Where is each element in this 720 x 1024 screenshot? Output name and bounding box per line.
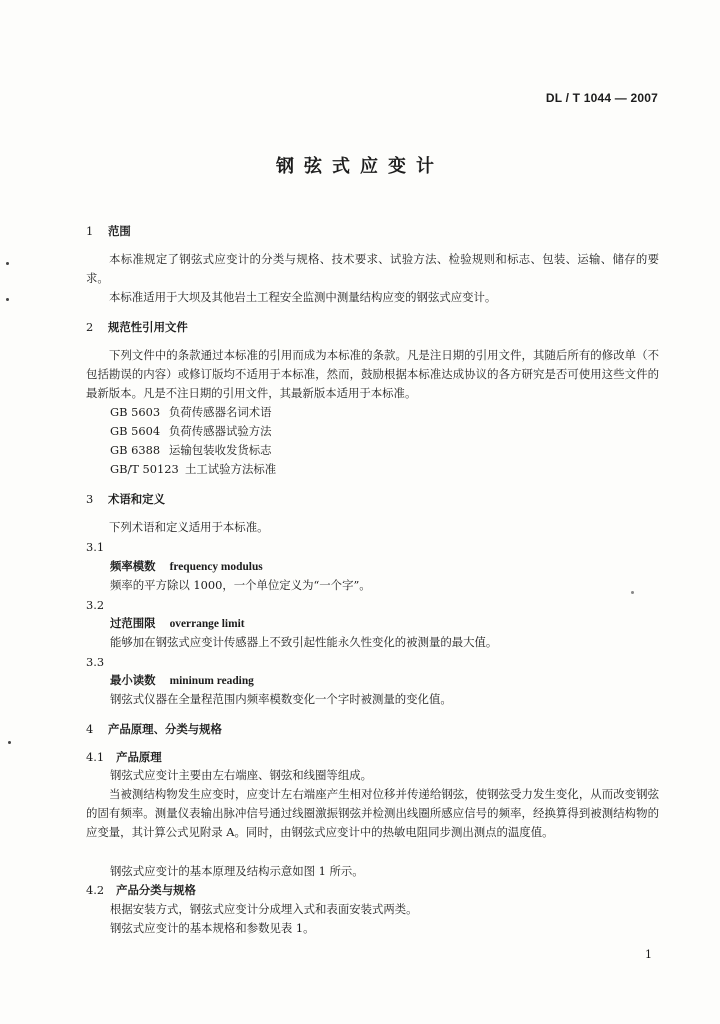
section-4-heading	[86, 720, 659, 739]
page-number: 1	[645, 948, 652, 961]
section-number: 3	[86, 492, 94, 506]
term-definition: 频率的平方除以 1000，一个单位定义为“一个字”。	[110, 578, 371, 592]
term-chinese: 最小读数	[110, 673, 156, 687]
reference-name: 土工试验方法标准	[185, 462, 277, 476]
section-3-intro: 下列术语和定义适用于本标准。	[109, 520, 269, 534]
term-english: overrange limit	[169, 618, 245, 630]
reference-code: GB 6388	[110, 443, 161, 457]
subsection-4-2-paragraph-2: 钢弦式应变计的基本规格和参数见表 1。	[110, 921, 315, 935]
term-english: frequency modulus	[169, 561, 263, 573]
section-title: 术语和定义	[108, 492, 165, 506]
term-chinese: 过范围限	[110, 616, 156, 630]
reference-name: 运输包装收发货标志	[169, 443, 272, 457]
term-heading	[110, 614, 245, 634]
normative-reference	[110, 441, 272, 460]
scan-speck	[8, 741, 11, 744]
section-number: 2	[86, 320, 94, 334]
normative-reference	[110, 422, 272, 441]
scan-speck	[6, 262, 9, 265]
normative-reference	[110, 403, 272, 422]
subsection-number: 4.1	[86, 750, 105, 764]
term-number: 3.1	[86, 540, 105, 554]
section-2-paragraph-1: 下列文件中的条款通过本标准的引用而成为本标准的条款。凡是注日期的引用文件，其随后所有的修改单（不包括勘误的内容）或修订版均不适用于本标准，然而，鼓励根据本标准达成协议的各方研究是否可使用这些文件的最新版本。凡是不注日期的引用文件，其最新版本适用于本标准。	[86, 348, 659, 400]
section-3-heading	[86, 490, 659, 509]
section-number: 4	[86, 722, 94, 736]
reference-code: GB/T 50123	[110, 462, 179, 476]
subsection-4-2-heading	[86, 881, 196, 900]
subsection-title: 产品分类与规格	[116, 883, 196, 897]
reference-code: GB 5603	[110, 405, 161, 419]
section-title: 产品原理、分类与规格	[108, 722, 222, 736]
reference-code: GB 5604	[110, 424, 161, 438]
reference-name: 负荷传感器名词术语	[169, 405, 272, 419]
scan-speck	[631, 591, 634, 594]
standard-code: DL / T 1044 — 2007	[545, 91, 658, 105]
section-2-heading	[86, 318, 659, 337]
subsection-number: 4.2	[86, 883, 105, 897]
term-english: mininum reading	[169, 675, 254, 687]
document-title: 钢弦式应变计	[276, 156, 444, 177]
term-definition: 能够加在钢弦式应变计传感器上不致引起性能永久性变化的被测量的最大值。	[110, 635, 498, 649]
scan-speck	[6, 298, 9, 301]
reference-name: 负荷传感器试验方法	[169, 424, 272, 438]
subsection-4-1-paragraph-1: 钢弦式应变计主要由左右端座、钢弦和线圈等组成。	[110, 768, 372, 782]
subsection-title: 产品原理	[116, 750, 162, 764]
subsection-4-1-paragraph-3: 钢弦式应变计的基本原理及结构示意如图 1 所示。	[110, 864, 364, 878]
term-number: 3.2	[86, 598, 105, 612]
subsection-4-1-heading	[86, 748, 162, 767]
section-title: 规范性引用文件	[108, 320, 188, 334]
term-heading	[110, 671, 254, 691]
term-heading	[110, 557, 263, 577]
section-1-paragraph-2: 本标准适用于大坝及其他岩土工程安全监测中测量结构应变的钢弦式应变计。	[109, 290, 497, 304]
term-chinese: 频率模数	[110, 559, 156, 573]
term-number: 3.3	[86, 655, 105, 669]
section-1-paragraph-1: 本标准规定了钢弦式应变计的分类与规格、技术要求、试验方法、检验规则和标志、包装、运输、储存的要求。	[86, 252, 659, 285]
subsection-4-1-paragraph-2: 当被测结构物发生应变时，应变计左右端座产生相对位移并传递给钢弦，使钢弦受力发生变化，从而改变钢弦的固有频率。测量仪表输出脉冲信号通过线圈激振钢弦并检测出线圈所感应信号的频率，经换算得到被测结构物的应变量，其计算公式见附录 A。同时，由钢弦式应变计中的热敏电阻同步测出测点的温度值。	[86, 787, 659, 839]
term-definition: 钢弦式仪器在全量程范围内频率模数变化一个字时被测量的变化值。	[110, 692, 452, 706]
subsection-4-2-paragraph-1: 根据安装方式，钢弦式应变计分成埋入式和表面安装式两类。	[110, 902, 418, 916]
section-1-heading	[86, 222, 659, 241]
normative-reference	[110, 460, 276, 479]
section-title: 范围	[108, 224, 131, 238]
section-number: 1	[86, 224, 94, 238]
